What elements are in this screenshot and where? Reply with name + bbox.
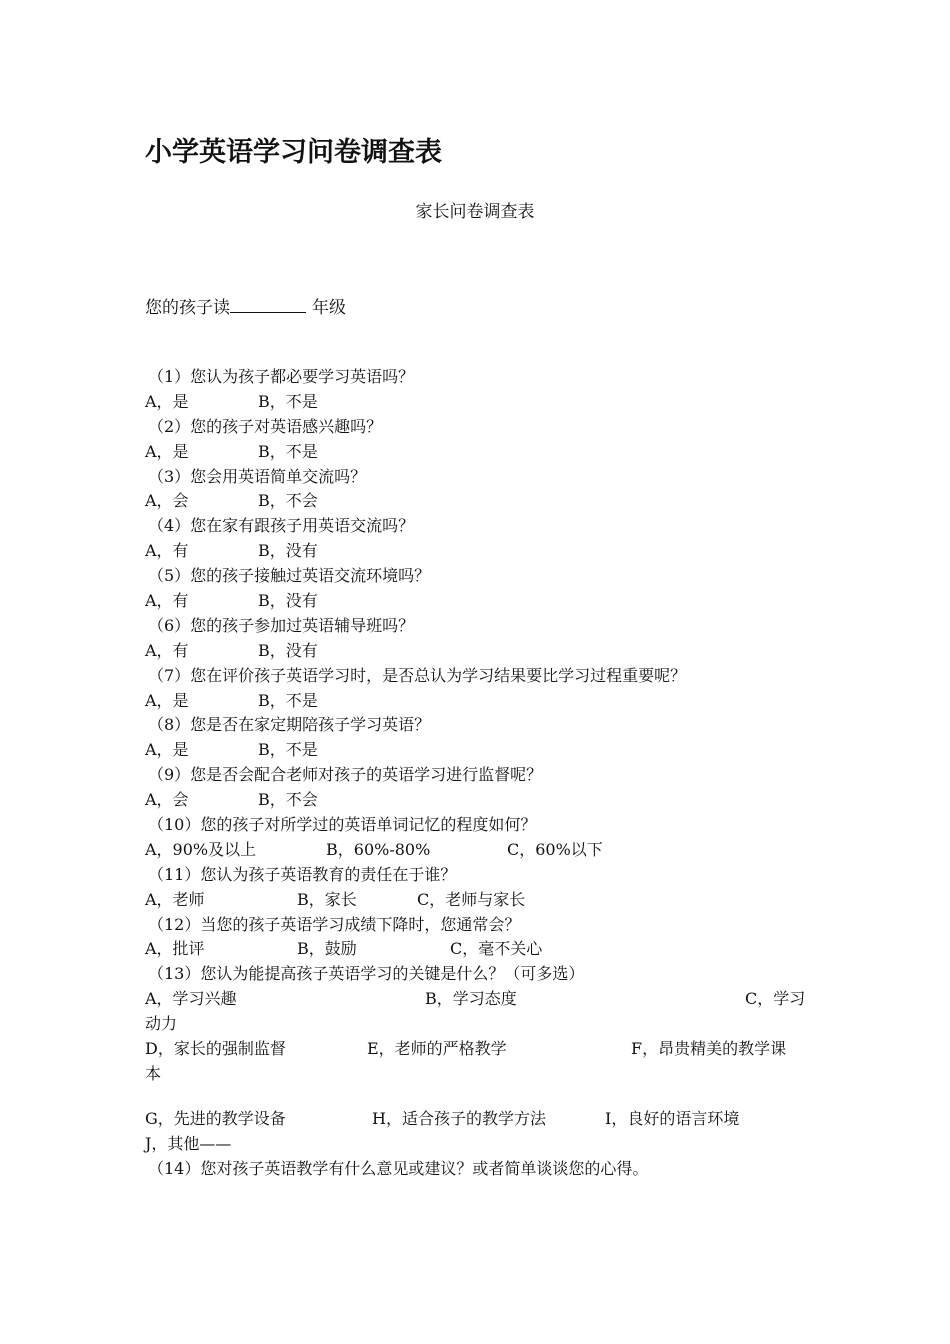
option-h[interactable]: H，适合孩子的教学方法	[372, 1108, 546, 1128]
question-4: （4）您在家有跟孩子用英语交流吗？	[148, 516, 415, 536]
options-4	[145, 539, 810, 564]
options-11	[145, 888, 810, 913]
grade-prefix: 您的孩子读	[145, 298, 230, 318]
option-a[interactable]: A，有	[145, 591, 189, 611]
question-7: （7）您在评价孩子英语学习时，是否总认为学习结果要比学习过程重要呢？	[148, 665, 687, 685]
option-g[interactable]: G，先进的教学设备	[145, 1108, 286, 1128]
question-1: （1）您认为孩子都必要学习英语吗？	[148, 367, 415, 386]
question-3: （3）您会用英语简单交流吗？	[148, 466, 367, 486]
question-10: （10）您的孩子对所学过的英语单词记忆的程度如何？	[148, 815, 537, 835]
option-a[interactable]: A，有	[145, 541, 189, 561]
options-13-row4	[145, 1132, 810, 1157]
option-c[interactable]: C，学习	[745, 989, 806, 1009]
options-3	[145, 489, 810, 514]
option-a[interactable]: A，是	[145, 391, 189, 411]
options-6	[145, 639, 810, 664]
spacer	[145, 1087, 810, 1107]
option-c[interactable]: C，60%以下	[507, 839, 603, 859]
option-b[interactable]: B，不是	[258, 441, 318, 461]
option-c[interactable]: C，老师与家长	[417, 889, 526, 909]
option-b[interactable]: B，学习态度	[425, 989, 517, 1009]
option-j[interactable]: J，其他——	[145, 1133, 232, 1153]
option-a[interactable]: A，是	[145, 740, 189, 760]
question-6: （6）您的孩子参加过英语辅导班吗？	[148, 615, 415, 635]
options-12	[145, 937, 810, 962]
options-13-row1-cont	[145, 1012, 810, 1037]
question-8: （8）您是否在家定期陪孩子学习英语？	[148, 715, 431, 735]
option-b[interactable]: B，没有	[258, 541, 318, 561]
option-d[interactable]: D，家长的强制监督	[145, 1039, 286, 1059]
question-11: （11）您认为孩子英语教育的责任在于谁？	[148, 864, 457, 884]
option-b[interactable]: B，60%-80%	[326, 839, 431, 859]
option-a[interactable]: A，是	[145, 441, 189, 461]
question-12: （12）当您的孩子英语学习成绩下降时，您通常会？	[148, 914, 521, 934]
option-b[interactable]: B，没有	[258, 640, 318, 660]
options-2	[145, 440, 810, 465]
option-b[interactable]: B，不会	[258, 491, 318, 511]
option-b[interactable]: B，不是	[258, 740, 318, 760]
document-subtitle: 家长问卷调查表	[415, 202, 535, 222]
option-b[interactable]: B，不是	[258, 690, 318, 710]
options-13-row2	[145, 1037, 810, 1062]
question-list	[145, 365, 810, 1182]
options-8	[145, 738, 810, 763]
option-b[interactable]: B，家长	[297, 889, 357, 909]
option-a[interactable]: A，批评	[145, 939, 205, 959]
option-c-continued: 动力	[145, 1014, 178, 1034]
options-1	[145, 390, 810, 415]
question-9: （9）您是否会配合老师对孩子的英语学习进行监督呢？	[148, 765, 543, 785]
option-e[interactable]: E，老师的严格教学	[367, 1039, 507, 1059]
grade-blank[interactable]	[230, 297, 306, 313]
question-5: （5）您的孩子接触过英语交流环境吗？	[148, 566, 431, 586]
document-title: 小学英语学习问卷调查表	[145, 137, 442, 168]
option-a[interactable]: A，老师	[145, 889, 205, 909]
option-a[interactable]: A，90%及以上	[145, 839, 257, 859]
grade-line	[145, 293, 346, 318]
options-7	[145, 689, 810, 714]
option-a[interactable]: A，有	[145, 640, 189, 660]
options-10	[145, 838, 810, 863]
option-b[interactable]: B，没有	[258, 591, 318, 611]
question-14: （14）您对孩子英语教学有什么意见或建议？或者简单谈谈您的心得。	[148, 1158, 649, 1178]
options-9	[145, 788, 810, 813]
options-13-row3	[145, 1107, 810, 1132]
option-b[interactable]: B，鼓励	[297, 939, 357, 959]
option-a[interactable]: A，学习兴趣	[145, 989, 237, 1009]
option-a[interactable]: A，是	[145, 690, 189, 710]
question-13: （13）您认为能提高孩子英语学习的关键是什么？（可多选）	[148, 964, 585, 984]
option-i[interactable]: I，良好的语言环境	[605, 1108, 740, 1128]
option-c[interactable]: C，毫不关心	[450, 939, 543, 959]
option-a[interactable]: A，会	[145, 790, 189, 810]
option-f[interactable]: F，昂贵精美的教学课	[631, 1039, 787, 1059]
options-13-row2-cont	[145, 1062, 810, 1087]
options-5	[145, 589, 810, 614]
option-a[interactable]: A，会	[145, 491, 189, 511]
option-f-continued: 本	[145, 1063, 162, 1083]
option-b[interactable]: B，不会	[258, 790, 318, 810]
question-2: （2）您的孩子对英语感兴趣吗？	[148, 416, 383, 436]
option-b[interactable]: B，不是	[258, 391, 318, 411]
grade-suffix: 年级	[312, 298, 346, 318]
options-13-row1	[145, 987, 810, 1012]
